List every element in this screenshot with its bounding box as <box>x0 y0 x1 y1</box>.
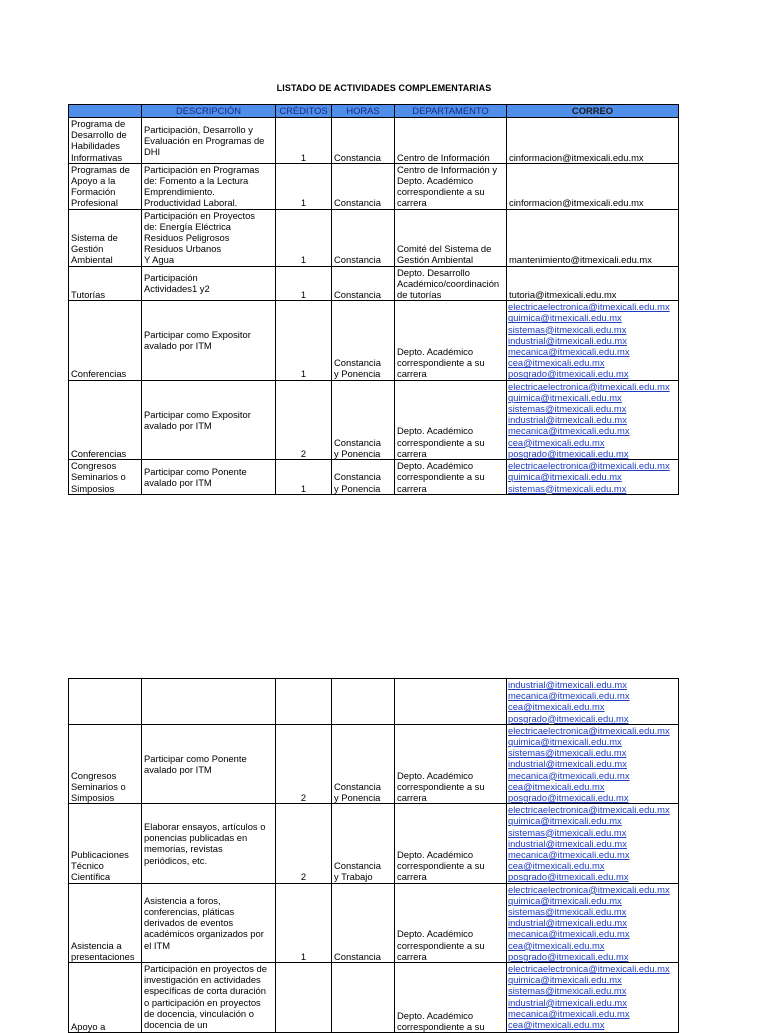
cell-line: Constancia <box>334 151 381 163</box>
horas-cell <box>332 883 395 962</box>
email-link[interactable]: mecanica@itmexicali.edu.mx <box>508 769 630 781</box>
cell-line: Tutorías <box>71 289 106 301</box>
email-link[interactable]: posgrado@itmexicali.edu.mx <box>508 792 629 804</box>
cell-line: correspondiente a su <box>397 186 485 198</box>
email-link[interactable]: industrial@itmexicali.edu.mx <box>508 996 627 1008</box>
description-cell <box>142 724 276 803</box>
cell-line: carrera <box>397 792 427 804</box>
header-creditos: CRÉDITOS <box>276 105 332 118</box>
table-row <box>69 883 679 962</box>
cell-line: avalado por ITM <box>144 419 212 431</box>
cell-line: Gestión <box>71 243 104 255</box>
cell-line: conferencias, pláticas <box>144 906 235 918</box>
table-row <box>69 724 679 803</box>
cell-line: carrera <box>397 447 427 459</box>
correo-cell <box>507 118 679 164</box>
description-cell <box>142 209 276 266</box>
cell-line: Programa de <box>71 118 126 129</box>
correo-cell <box>507 963 679 1033</box>
cell-line: Centro de Información <box>397 151 490 163</box>
header-correo: CORREO <box>507 105 679 118</box>
email-link[interactable]: sistemas@itmexicali.edu.mx <box>508 323 627 335</box>
horas-cell <box>332 963 395 1033</box>
email-link[interactable]: posgrado@itmexicali.edu.mx <box>508 871 629 883</box>
cell-line: Constancia <box>334 471 381 483</box>
email-link[interactable]: electricaelectronica@itmexicali.edu.mx <box>508 883 670 895</box>
cell-line: Sistema de <box>71 232 118 244</box>
email-link[interactable]: posgrado@itmexicali.edu.mx <box>508 712 629 724</box>
email-link[interactable]: electricaelectronica@itmexicali.edu.mx <box>508 804 670 816</box>
correo-cell <box>507 301 679 380</box>
creditos-cell: 2 <box>276 724 332 803</box>
cell-line: Científica <box>71 871 111 883</box>
correo-cell <box>507 266 679 301</box>
cell-line: docencia de un <box>144 1019 208 1031</box>
cell-line: Apoyo a <box>71 1020 106 1032</box>
email-link[interactable]: quimica@itmexicali.edu.mx <box>508 736 622 748</box>
cell-line: correspondiente a su <box>397 780 485 792</box>
email-text: tutoria@itmexicali.edu.mx <box>509 289 617 301</box>
cell-line: Constancia <box>334 950 381 962</box>
correo-cell <box>507 804 679 883</box>
cell-line: correspondiente a su <box>397 471 485 483</box>
correo-cell <box>507 380 679 459</box>
horas-cell <box>332 118 395 164</box>
cell-line: el ITM <box>144 939 171 951</box>
table-row <box>69 380 679 459</box>
horas-cell <box>332 804 395 883</box>
correo-cell <box>507 460 679 495</box>
cell-line: memorias, revistas <box>144 843 223 855</box>
cell-line: Participar como Expositor <box>144 329 251 341</box>
email-link[interactable]: cea@itmexicali.edu.mx <box>508 357 605 369</box>
cell-line: Habilidades <box>71 140 120 152</box>
cell-line: y Ponencia <box>334 482 381 494</box>
creditos-cell: 1 <box>276 883 332 962</box>
table-row <box>69 163 679 209</box>
cell-line: Técnico <box>71 860 104 872</box>
table-row <box>69 679 679 725</box>
cell-line: y Trabajo <box>334 871 373 883</box>
creditos-cell: 1 <box>276 209 332 266</box>
description-cell <box>142 963 276 1033</box>
cell-line: Depto. Académico <box>397 346 474 358</box>
email-link[interactable]: quimica@itmexicali.edu.mx <box>508 312 622 324</box>
departamento-cell <box>395 266 507 301</box>
departamento-cell <box>395 724 507 803</box>
activity-name-cell <box>69 163 142 209</box>
departamento-cell <box>395 883 507 962</box>
cell-line: Depto. Académico <box>397 1009 474 1021</box>
email-link[interactable]: electricaelectronica@itmexicali.edu.mx <box>508 301 670 313</box>
email-text: cinformacion@itmexicali.edu.mx <box>509 151 644 163</box>
departamento-cell <box>395 679 507 725</box>
cell-line: Seminarios o <box>71 471 126 483</box>
header-activity <box>69 105 142 118</box>
cell-line: y Ponencia <box>334 447 381 459</box>
cell-line: de tutorías <box>397 289 442 301</box>
cell-line: Participar como Ponente <box>144 465 247 477</box>
cell-line: Seminarios o <box>71 780 126 792</box>
cell-line: Depto. Desarrollo <box>397 266 470 278</box>
cell-line: Simposios <box>71 482 115 494</box>
cell-line: carrera <box>397 482 427 494</box>
email-link[interactable]: sistemas@itmexicali.edu.mx <box>508 482 627 494</box>
email-link[interactable]: sistemas@itmexicali.edu.mx <box>508 747 627 759</box>
cell-line: Depto. Académico <box>397 928 474 940</box>
table-row <box>69 266 679 301</box>
email-link[interactable]: quimica@itmexicali.edu.mx <box>508 894 622 906</box>
cell-line: Congresos <box>71 460 117 472</box>
cell-line: Participación, Desarrollo y <box>144 123 253 135</box>
cell-line: Constancia <box>334 289 381 301</box>
correo-cell <box>507 209 679 266</box>
email-link[interactable]: cea@itmexicali.edu.mx <box>508 780 605 792</box>
cell-line: Actividades1 y2 <box>144 283 210 295</box>
email-link[interactable]: electricaelectronica@itmexicali.edu.mx <box>508 380 670 392</box>
email-link[interactable]: electricaelectronica@itmexicali.edu.mx <box>508 460 670 472</box>
cell-line: Elaborar ensayos, artículos o <box>144 821 266 833</box>
horas-cell <box>332 460 395 495</box>
cell-line: Participación en proyectos de <box>144 963 267 975</box>
cell-line: Simposios <box>71 792 115 804</box>
email-link[interactable]: quimica@itmexicali.edu.mx <box>508 391 622 403</box>
cell-line: y Ponencia <box>334 368 381 380</box>
description-cell <box>142 163 276 209</box>
horas-cell <box>332 163 395 209</box>
email-link[interactable]: sistemas@itmexicali.edu.mx <box>508 826 627 838</box>
email-link[interactable]: electricaelectronica@itmexicali.edu.mx <box>508 724 670 736</box>
creditos-cell <box>276 963 332 1033</box>
cell-line: específicas de corta duración <box>144 985 266 997</box>
cell-line: Depto. Académico <box>397 425 474 437</box>
cell-line: Evaluación en Programas de <box>144 134 265 146</box>
email-link[interactable]: cea@itmexicali.edu.mx <box>508 1019 605 1031</box>
table-row <box>69 460 679 495</box>
cell-line: carrera <box>397 197 427 209</box>
header-horas: HORAS <box>332 105 395 118</box>
horas-cell <box>332 679 395 725</box>
email-link[interactable]: quimica@itmexicali.edu.mx <box>508 974 622 986</box>
creditos-cell: 1 <box>276 301 332 380</box>
departamento-cell <box>395 118 507 164</box>
cell-line: de docencia, vinculación o <box>144 1007 254 1019</box>
cell-line: Participación <box>144 272 198 284</box>
correo-cell <box>507 724 679 803</box>
header-descripcion: DESCRIPCIÓN <box>142 105 276 118</box>
departamento-cell <box>395 301 507 380</box>
activity-name-cell <box>69 460 142 495</box>
correo-cell <box>507 883 679 962</box>
cell-line: Y Agua <box>144 254 175 266</box>
cell-line: Publicaciones <box>71 849 129 861</box>
cell-line: Comité del Sistema de <box>397 243 492 255</box>
departamento-cell <box>395 380 507 459</box>
email-link[interactable]: industrial@itmexicali.edu.mx <box>508 837 627 849</box>
description-cell <box>142 266 276 301</box>
cell-line: Residuos Urbanos <box>144 243 222 255</box>
table-row <box>69 963 679 1033</box>
cell-line: de: Fomento a la Lectura <box>144 175 249 187</box>
activity-name-cell <box>69 301 142 380</box>
email-link[interactable]: quimica@itmexicali.edu.mx <box>508 815 622 827</box>
creditos-cell: 1 <box>276 163 332 209</box>
horas-cell <box>332 301 395 380</box>
email-link[interactable]: posgrado@itmexicali.edu.mx <box>508 447 629 459</box>
creditos-cell: 2 <box>276 380 332 459</box>
cell-line: correspondiente a su <box>397 1020 485 1032</box>
cell-line: Gestión Ambiental <box>397 254 474 266</box>
cell-line: Productividad Laboral. <box>144 197 238 209</box>
cell-line: Participar como Ponente <box>144 752 247 764</box>
document-title: LISTADO DE ACTIVIDADES COMPLEMENTARIAS <box>276 83 492 93</box>
cell-line: periódicos, etc. <box>144 854 208 866</box>
cell-line: Desarrollo de <box>71 129 127 141</box>
cell-line: correspondiente a su <box>397 939 485 951</box>
header-departamento: DEPARTAMENTO <box>395 105 507 118</box>
creditos-cell: 1 <box>276 118 332 164</box>
cell-line: investigación en actividades <box>144 974 261 986</box>
departamento-cell <box>395 460 507 495</box>
activity-name-cell <box>69 679 142 725</box>
activity-name-cell <box>69 209 142 266</box>
cell-line: Depto. Académico <box>397 769 474 781</box>
cell-line: Conferencias <box>71 447 127 459</box>
cell-line: carrera <box>397 871 427 883</box>
email-link[interactable]: mecanica@itmexicali.edu.mx <box>508 690 630 702</box>
table-header-row <box>69 105 679 118</box>
cell-line: Formación <box>71 186 116 198</box>
horas-cell <box>332 380 395 459</box>
description-cell <box>142 380 276 459</box>
cell-line: Constancia <box>334 197 381 209</box>
cell-line: Informativas <box>71 151 123 163</box>
email-link[interactable]: posgrado@itmexicali.edu.mx <box>508 950 629 962</box>
email-link[interactable]: mecanica@itmexicali.edu.mx <box>508 346 630 358</box>
email-link[interactable]: cea@itmexicali.edu.mx <box>508 701 605 713</box>
description-cell <box>142 118 276 164</box>
activity-name-cell <box>69 266 142 301</box>
email-link[interactable]: cea@itmexicali.edu.mx <box>508 939 605 951</box>
cell-line: correspondiente a su <box>397 436 485 448</box>
creditos-cell: 2 <box>276 804 332 883</box>
cell-line: Ambiental <box>71 254 113 266</box>
email-link[interactable]: sistemas@itmexicali.edu.mx <box>508 403 627 415</box>
cell-line: Depto. Académico <box>397 460 474 472</box>
correo-cell <box>507 679 679 725</box>
activity-name-cell <box>69 883 142 962</box>
cell-line: Constancia <box>334 860 381 872</box>
table-row <box>69 209 679 266</box>
email-link[interactable]: mecanica@itmexicali.edu.mx <box>508 1007 630 1019</box>
horas-cell <box>332 724 395 803</box>
email-link[interactable]: industrial@itmexicali.edu.mx <box>508 334 627 346</box>
creditos-cell: 1 <box>276 266 332 301</box>
email-link[interactable]: posgrado@itmexicali.edu.mx <box>508 368 629 380</box>
cell-line: Asistencia a foros, <box>144 894 221 906</box>
cell-line: ponencias publicadas en <box>144 832 248 844</box>
email-link[interactable]: industrial@itmexicali.edu.mx <box>508 679 627 690</box>
cell-line: carrera <box>397 368 427 380</box>
cell-line: Académico/coordinación <box>397 277 500 289</box>
cell-line: avalado por ITM <box>144 340 212 352</box>
cell-line: Apoyo a la <box>71 175 116 187</box>
cell-line: presentaciones <box>71 950 135 962</box>
departamento-cell <box>395 163 507 209</box>
email-link[interactable]: quimica@itmexicali.edu.mx <box>508 471 622 483</box>
cell-line: carrera <box>397 950 427 962</box>
cell-line: Asistencia a <box>71 939 122 951</box>
departamento-cell <box>395 963 507 1033</box>
email-link[interactable]: industrial@itmexicali.edu.mx <box>508 917 627 929</box>
email-link[interactable]: cea@itmexicali.edu.mx <box>508 436 605 448</box>
description-cell <box>142 883 276 962</box>
email-text: cinformacion@itmexicali.edu.mx <box>509 197 644 209</box>
cell-line: Residuos Peligrosos <box>144 232 230 244</box>
cell-line: avalado por ITM <box>144 476 212 488</box>
creditos-cell: 1 <box>276 460 332 495</box>
email-link[interactable]: mecanica@itmexicali.edu.mx <box>508 425 630 437</box>
activities-table-page-1 <box>68 104 679 495</box>
cell-line: académicos organizados por <box>144 928 264 940</box>
cell-line: Constancia <box>334 436 381 448</box>
cell-line: derivados de eventos <box>144 917 234 929</box>
cell-line: Constancia <box>334 357 381 369</box>
horas-cell <box>332 209 395 266</box>
departamento-cell <box>395 804 507 883</box>
cell-line: correspondiente a su <box>397 357 485 369</box>
cell-line: y Ponencia <box>334 792 381 804</box>
cell-line: Profesional <box>71 197 118 209</box>
activity-name-cell <box>69 724 142 803</box>
cell-line: Emprendimiento. <box>144 186 215 198</box>
correo-cell <box>507 163 679 209</box>
cell-line: Participación en Programas <box>144 163 260 175</box>
cell-line: Constancia <box>334 254 381 266</box>
cell-line: Congresos <box>71 769 117 781</box>
email-link[interactable]: mecanica@itmexicali.edu.mx <box>508 928 630 940</box>
activity-name-cell <box>69 804 142 883</box>
cell-line: Conferencias <box>71 368 127 380</box>
cell-line: Programas de <box>71 163 130 175</box>
description-cell <box>142 679 276 725</box>
horas-cell <box>332 266 395 301</box>
description-cell <box>142 301 276 380</box>
email-text: mantenimiento@itmexicali.edu.mx <box>509 254 652 266</box>
activity-name-cell <box>69 963 142 1033</box>
creditos-cell <box>276 679 332 725</box>
cell-line: DHI <box>144 146 161 157</box>
table-row <box>69 804 679 883</box>
table-row <box>69 118 679 164</box>
email-link[interactable]: industrial@itmexicali.edu.mx <box>508 414 627 426</box>
email-link[interactable]: sistemas@itmexicali.edu.mx <box>508 906 627 918</box>
description-cell <box>142 804 276 883</box>
email-link[interactable]: sistemas@itmexicali.edu.mx <box>508 985 627 997</box>
activity-name-cell <box>69 380 142 459</box>
cell-line: avalado por ITM <box>144 764 212 776</box>
cell-line: correspondiente a su <box>397 860 485 872</box>
cell-line: Centro de Información y <box>397 163 498 175</box>
email-link[interactable]: industrial@itmexicali.edu.mx <box>508 758 627 770</box>
email-link[interactable]: cea@itmexicali.edu.mx <box>508 860 605 872</box>
cell-line: Participación en Proyectos <box>144 209 255 221</box>
cell-line: de: Energía Eléctrica <box>144 220 232 232</box>
departamento-cell <box>395 209 507 266</box>
email-link[interactable]: electricaelectronica@itmexicali.edu.mx <box>508 963 670 975</box>
cell-line: Participar como Expositor <box>144 408 251 420</box>
cell-line: Depto. Académico <box>397 849 474 861</box>
table-row <box>69 301 679 380</box>
activity-name-cell <box>69 118 142 164</box>
cell-line: o participación en proyectos <box>144 996 261 1008</box>
activities-table-page-2 <box>68 678 679 1033</box>
cell-line: Constancia <box>334 780 381 792</box>
description-cell <box>142 460 276 495</box>
email-link[interactable]: mecanica@itmexicali.edu.mx <box>508 849 630 861</box>
cell-line: Depto. Académico <box>397 175 474 187</box>
